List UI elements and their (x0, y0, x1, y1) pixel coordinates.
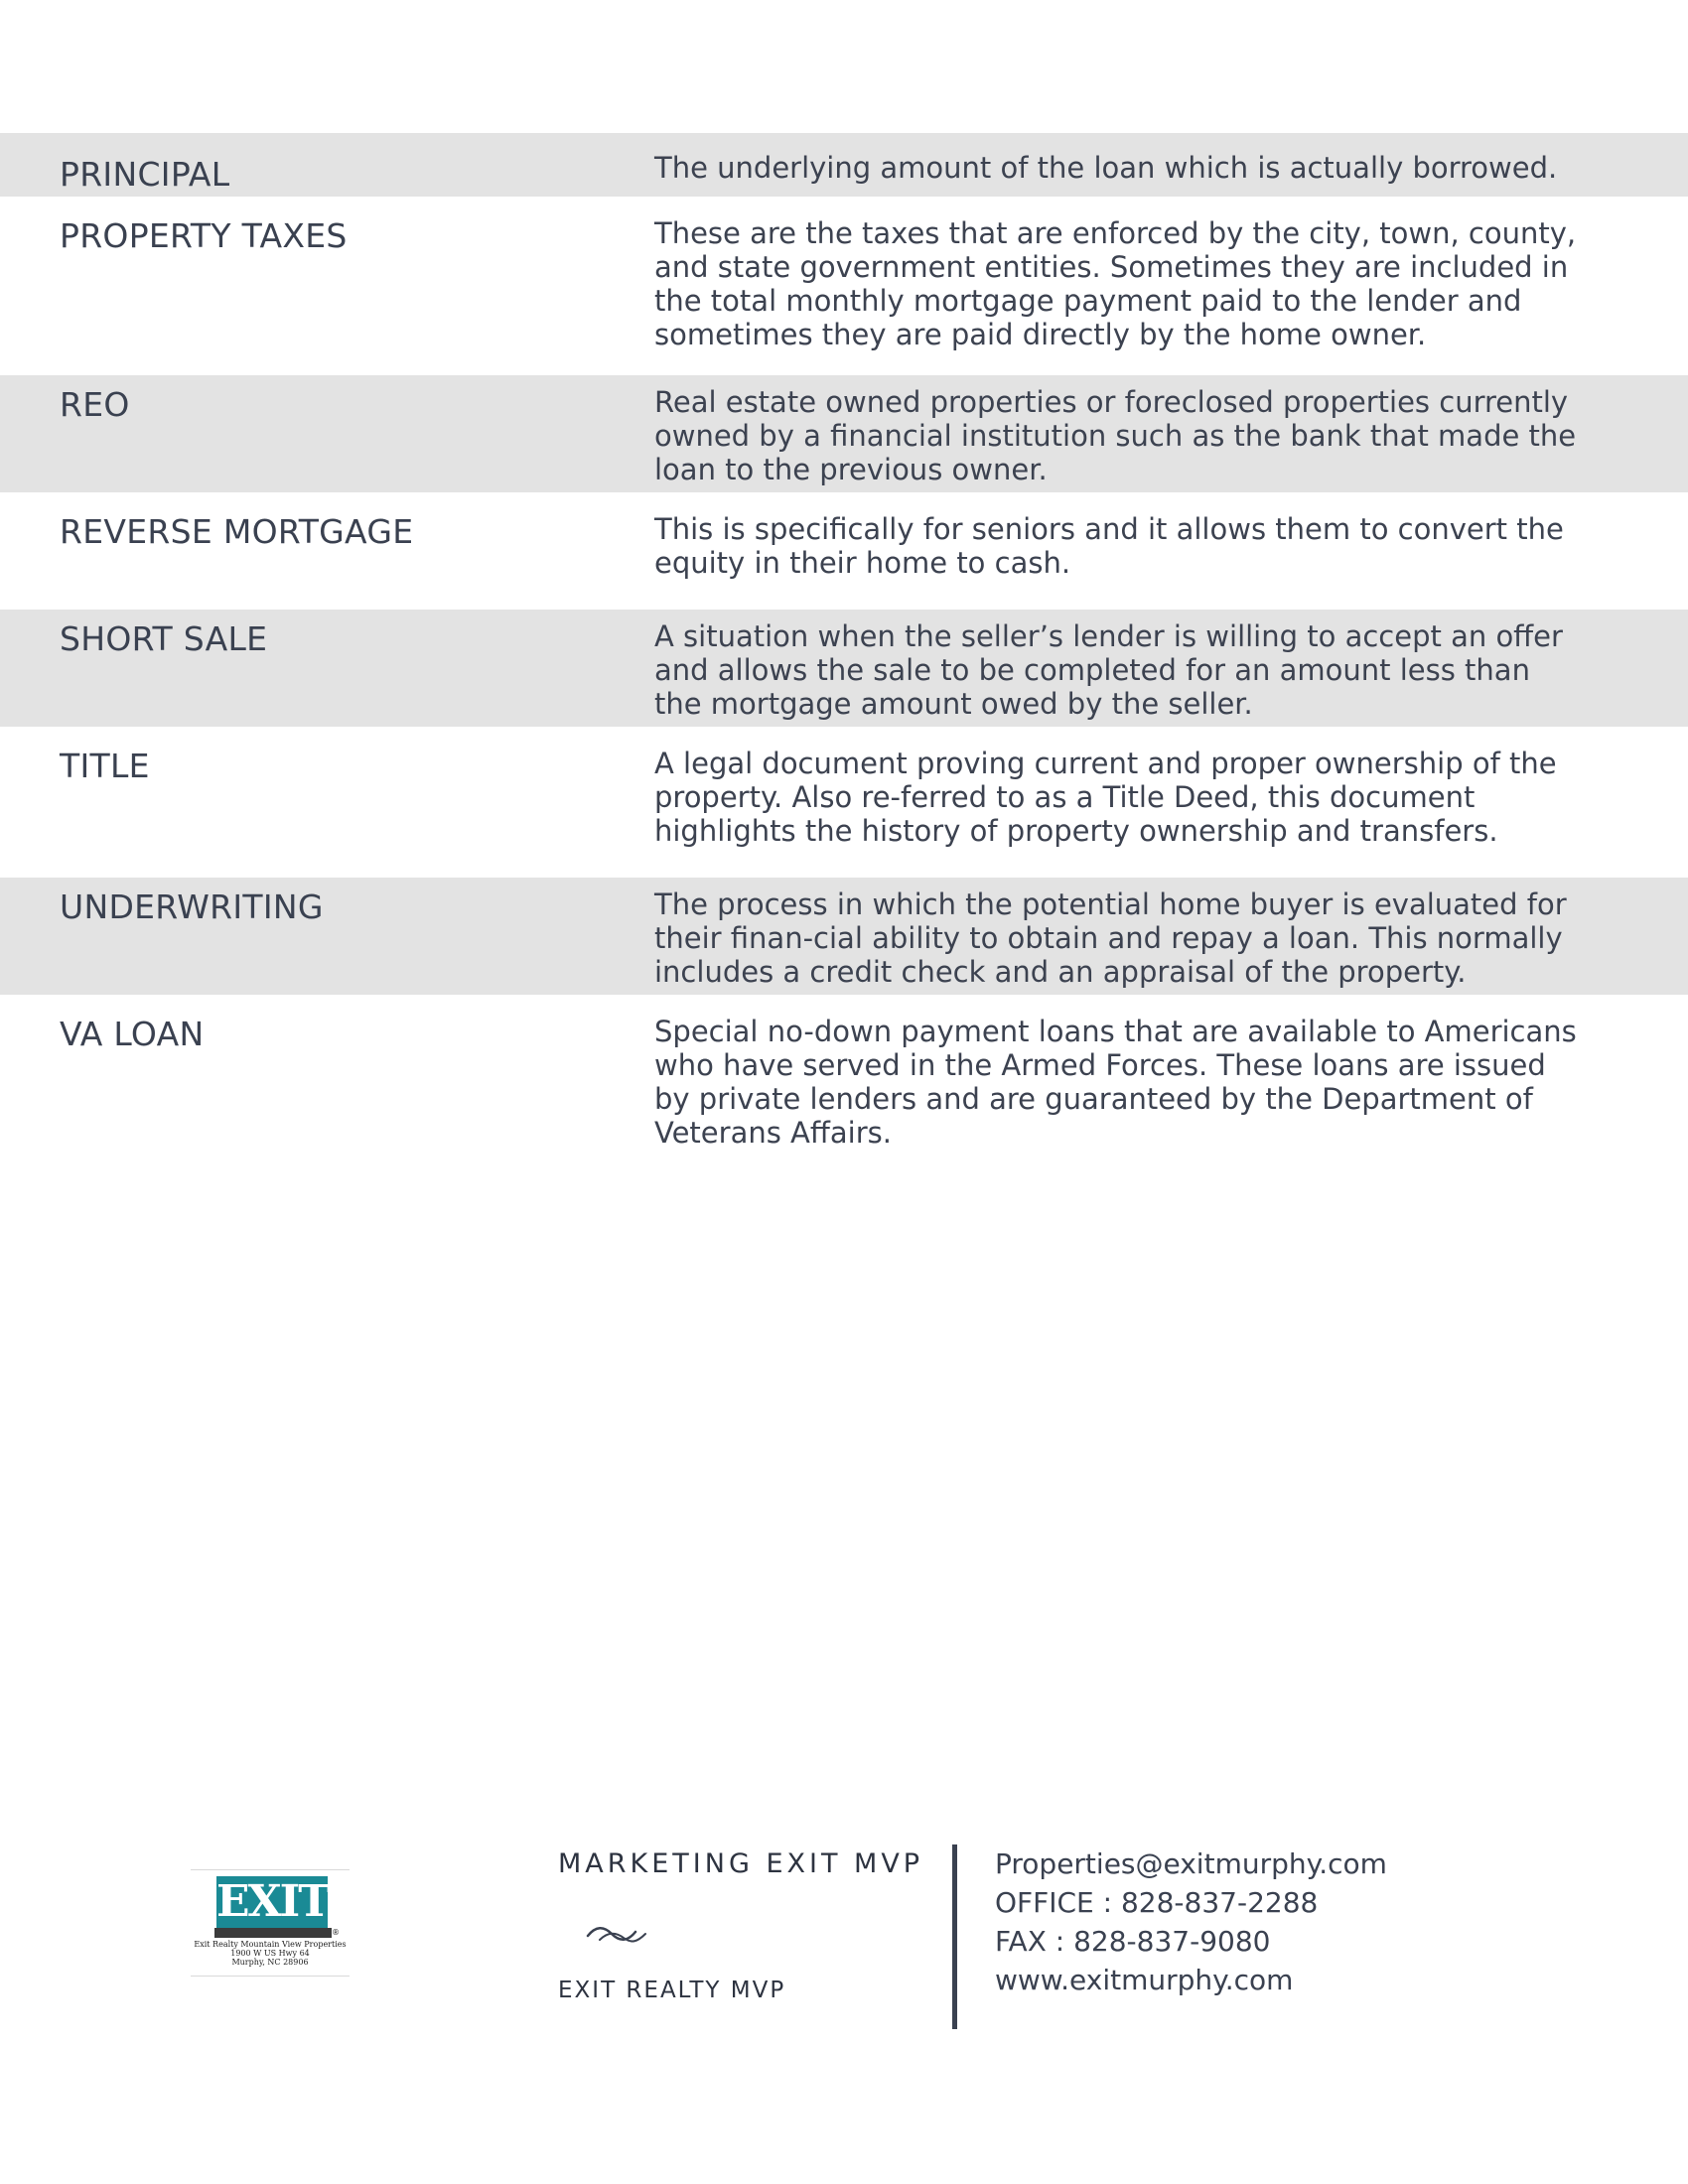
glossary-definition: These are the taxes that are enforced by the city, town, county, and state government entities. Sometimes they are included in the total monthly mortgage payment paid to the lender and sometimes they are paid directly by the home owner. (654, 216, 1577, 351)
glossary-row-property-taxes (0, 197, 1688, 375)
glossary-term: PROPERTY TAXES (60, 216, 348, 255)
glossary-definition: Real estate owned properties or foreclosed properties currently owned by a financial institution such as the bank that made the loan to the previous owner. (654, 385, 1577, 486)
glossary-term: REO (60, 385, 130, 424)
exit-logo-mark: EXIT (216, 1876, 329, 1927)
glossary-row-va-loan (0, 995, 1688, 1173)
glossary-term: SHORT SALE (60, 619, 268, 658)
glossary-table (0, 133, 1688, 1173)
glossary-row-reo (0, 375, 1688, 492)
glossary-definition: A legal document proving current and proper ownership of the property. Also re-ferred to as a Title Deed, this document highlights the history of property ownership and transfers. (654, 747, 1557, 848)
contact-info (995, 1844, 1387, 1999)
glossary-term: REVERSE MORTGAGE (60, 512, 414, 551)
footer-divider (952, 1844, 957, 2029)
glossary-term: UNDERWRITING (60, 887, 324, 926)
glossary-definition: The underlying amount of the loan which is actually borrowed. (654, 151, 1558, 185)
logo-city-line: Murphy, NC 28906 (231, 1958, 309, 1967)
glossary-definition: This is specifically for seniors and it allows them to convert the equity in their home to cash. (654, 512, 1564, 580)
glossary-row-underwriting (0, 878, 1688, 995)
wave-icon (586, 1922, 647, 1946)
glossary-row-short-sale (0, 610, 1688, 727)
glossary-definition: The process in which the potential home buyer is evaluated for their finan-cial ability to obtain and repay a loan. This normally includes a credit check and an appraisal of the property. (654, 887, 1567, 989)
glossary-row-principal (0, 133, 1688, 197)
fax-number: FAX : 828-837-9080 (995, 1925, 1271, 1958)
glossary-definition: A situation when the seller’s lender is willing to accept an offer and allows the sale to be completed for an amount less than the mortgage amount owed by the seller. (654, 619, 1563, 721)
brand-subtitle: EXIT REALTY MVP (558, 1978, 786, 2003)
office-phone: OFFICE : 828-837-2288 (995, 1886, 1319, 1919)
email-link[interactable]: Properties@exitmurphy.com (995, 1847, 1387, 1880)
brand-title: MARKETING EXIT MVP (558, 1848, 924, 1879)
glossary-term: PRINCIPAL (60, 155, 230, 194)
logo-company-name: Exit Realty Mountain View Properties (194, 1940, 347, 1949)
logo-address-line: 1900 W US Hwy 64 (230, 1949, 310, 1958)
website-link[interactable]: www.exitmurphy.com (995, 1964, 1294, 1996)
exit-realty-logo (191, 1869, 350, 1977)
glossary-term: VA LOAN (60, 1015, 205, 1053)
glossary-definition: Special no-down payment loans that are available to Americans who have served in the Armed Forces. These loans are issued by private lenders and are guaranteed by the Department of Veterans Affairs. (654, 1015, 1577, 1150)
glossary-row-title (0, 727, 1688, 878)
registered-icon: ® (332, 1928, 340, 1937)
glossary-term: TITLE (60, 747, 150, 785)
skyline-icon (214, 1928, 332, 1938)
glossary-row-reverse-mortgage (0, 492, 1688, 610)
